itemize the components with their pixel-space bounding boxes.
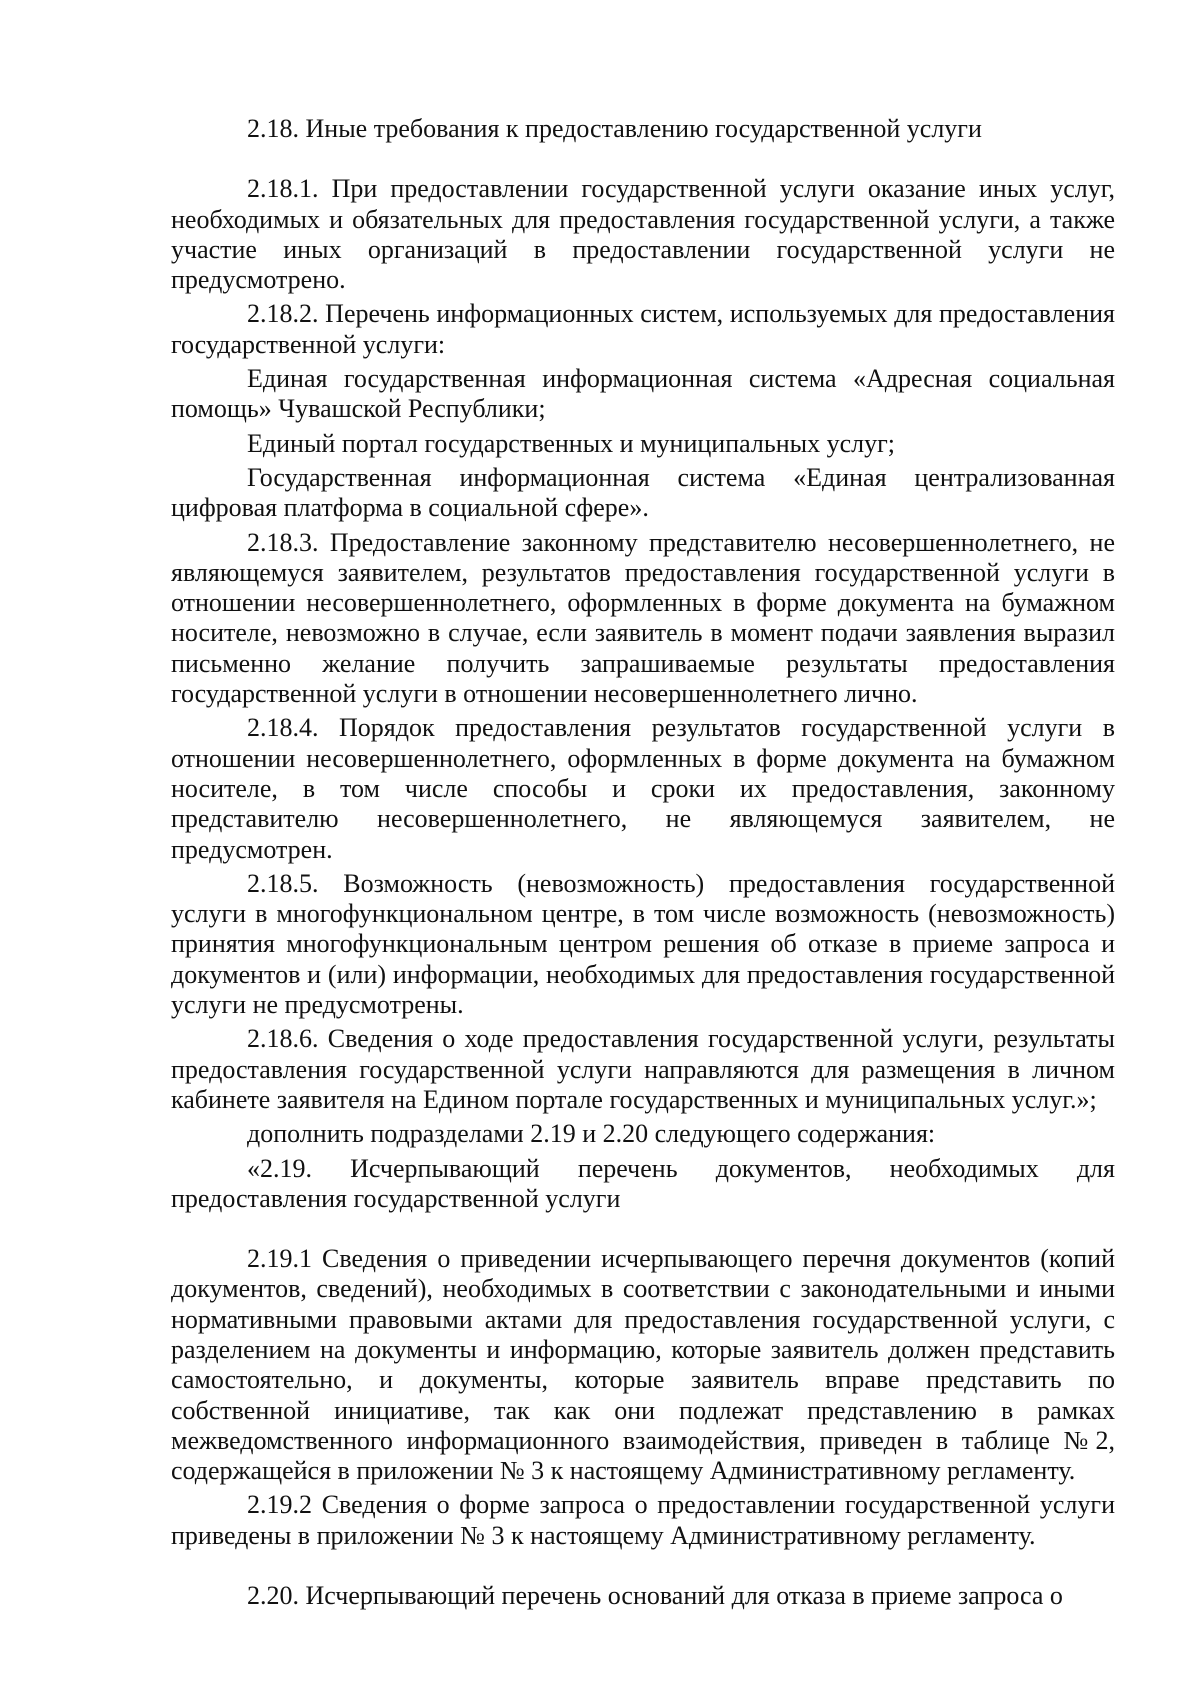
paragraph-2-18-5: 2.18.5. Возможность (невозможность) предоставления государственной услуги в многофункциональном центре, в том числе возможность (невозможность) принятия многофункциональным центром решения об отказе в приеме запроса и документов и (или) информации, необходимых для предоставления государственной услуги не предусмотрены. <box>171 868 1115 1020</box>
section-heading-2-18: 2.18. Иные требования к предоставлению государственной услуги <box>247 114 982 143</box>
spacer <box>171 1551 1115 1581</box>
paragraph-2-18-6: 2.18.6. Сведения о ходе предоставления государственной услуги, результаты предоставления государственной услуги направляются для размещения в личном кабинете заявителя на Едином портале государственных и муниципальных услуг.»; <box>171 1024 1115 1114</box>
paragraph-2-18-4: 2.18.4. Порядок предоставления результатов государственной услуги в отношении несовершеннолетнего, оформленных в форме документа на бумажном носителе, в том числе способы и сроки их предоставления, законному представителю несовершеннолетнего, не являющемуся заявителем, не предусмотрен. <box>171 713 1115 864</box>
paragraph-2-18-1: 2.18.1. При предоставлении государственной услуги оказание иных услуг, необходимых и обязательных для предоставления государственной услуги, а также участие иных организаций в предоставлении государственной услуги не предусмотрено. <box>171 174 1115 295</box>
paragraph-system-3: Государственная информационная система «Единая централизованная цифровая платформа в социальной сфере». <box>171 462 1115 523</box>
document-page <box>171 114 1115 1611</box>
paragraph-2-19-2: 2.19.2 Сведения о форме запроса о предоставлении государственной услуги приведены в приложении № 3 к настоящему Административному регламенту. <box>171 1490 1115 1550</box>
spacer <box>171 144 1115 174</box>
paragraph-system-1: Единая государственная информационная система «Адресная социальная помощь» Чувашской Республики; <box>171 364 1115 424</box>
paragraph-system-2: Единый портал государственных и муниципальных услуг; <box>247 428 895 458</box>
paragraph-2-19-1: 2.19.1 Сведения о приведении исчерпывающего перечня документов (копий документов, сведений), необходимых в соответствии с законодательными и иными нормативными правовыми актами для предоставления государственной услуги, с разделением на документы и информацию, которые заявитель должен представить самостоятельно, и документы, которые заявитель вправе представить по собственной инициативе, так как они подлежат представлению в рамках межведомственного информационного взаимодействия, приведен в таблице №2, содержащейся в приложении № 3 к настоящему Административному регламенту. <box>171 1244 1115 1486</box>
spacer <box>171 1214 1115 1244</box>
paragraph-2-18-3: 2.18.3. Предоставление законному представителю несовершеннолетнего, не являющемуся заявителем, результатов предоставления государственной услуги в отношении несовершеннолетнего, оформленных в форме документа на бумажном носителе, невозможно в случае, если заявитель в момент подачи заявления выразил письменно желание получить запрашиваемые результаты предоставления государственной услуги в отношении несовершеннолетнего лично. <box>171 527 1115 709</box>
paragraph-supplement: дополнить подразделами 2.19 и 2.20 следующего содержания: <box>247 1119 936 1149</box>
section-heading-2-19: «2.19. Исчерпывающий перечень документов, необходимых для предоставления государственной услуги <box>171 1153 1115 1213</box>
section-heading-2-20: 2.20. Исчерпывающий перечень оснований для отказа в приеме запроса о <box>247 1581 1063 1611</box>
paragraph-2-18-2: 2.18.2. Перечень информационных систем, используемых для предоставления государственной услуги: <box>171 299 1115 359</box>
